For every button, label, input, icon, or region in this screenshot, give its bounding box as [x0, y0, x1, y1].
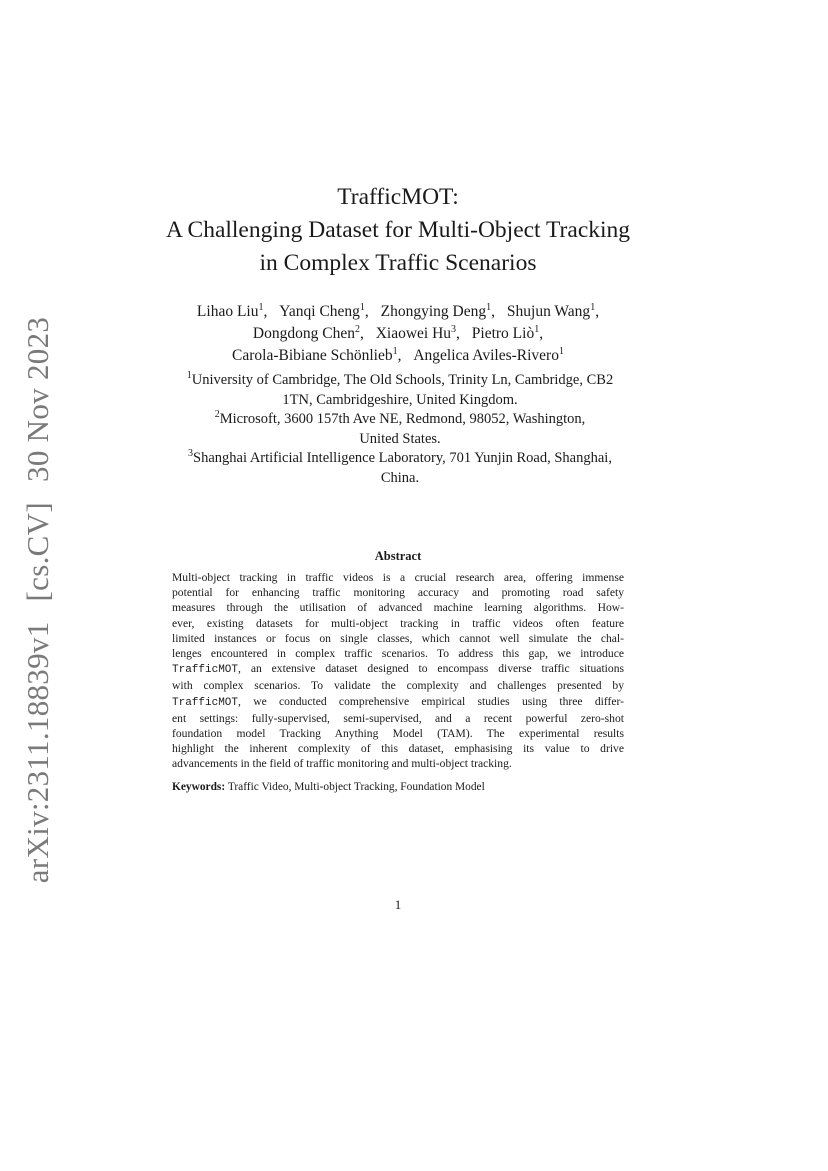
abstract-line: lenges encountered in complex traffic scenarios. To address this gap, we introduce: [172, 647, 624, 661]
affiliation-list: [130, 371, 670, 488]
title-line-2: A Challenging Dataset for Multi-Object Tracking: [165, 217, 631, 243]
paper-title: [140, 181, 656, 280]
dataset-name: TrafficMOT: [172, 696, 239, 709]
author: Dongdong Chen$^2$,: [252, 324, 364, 342]
abstract-line: Multi-object tracking in traffic videos is a crucial research area, offering immense: [172, 571, 624, 584]
abstract-line: TrafficMOT, an extensive dataset designed to encompass diverse traffic situations: [172, 662, 625, 677]
author: Carola-Bibiane Schönlieb$^1$,: [232, 346, 402, 364]
keywords-text: Traffic Video, Multi-object Tracking, Foundation Model: [227, 781, 485, 793]
affiliation-1: $^1$University of Cambridge, The Old Schools, Trinity Ln, Cambridge, CB2: [186, 370, 614, 388]
abstract-line: highlight the inherent complexity of this dataset, emphasising its value to drive: [172, 742, 624, 756]
affiliation-3-cont: China.: [380, 469, 420, 486]
title-line-3: in Complex Traffic Scenarios: [259, 250, 537, 276]
keywords: [172, 781, 624, 793]
author: Yanqi Cheng$^1$,: [279, 302, 369, 320]
keywords-label: Keywords:: [172, 781, 226, 793]
affiliation-1-cont: 1TN, Cambridgeshire, United Kingdom.: [282, 391, 518, 408]
abstract-line: with complex scenarios. To validate the complexity and challenges presented by: [172, 679, 624, 693]
affiliation-2-cont: United States.: [359, 430, 441, 447]
affiliation-2: $^2$Microsoft, 3600 157th Ave NE, Redmond, 98052, Washington,: [214, 409, 586, 427]
arxiv-id: arXiv:2311.18839v1: [20, 621, 55, 884]
abstract-line: limited instances or focus on single classes, which cannot well simulate the chal-: [172, 631, 624, 645]
arxiv-category: [cs.CV]: [20, 502, 55, 602]
title-line-1: TrafficMOT:: [337, 184, 459, 210]
abstract-line: measures through the utilisation of advanced machine learning algorithms. How-: [172, 601, 624, 615]
abstract-body: [172, 570, 624, 772]
abstract-line: TrafficMOT, we conducted comprehensive empirical studies using three differ-: [172, 694, 624, 709]
arxiv-side-stamp: [20, 311, 56, 889]
abstract-heading: Abstract: [374, 549, 422, 563]
abstract-line: ent settings: fully-supervised, semi-supervised, and a recent powerful zero-shot: [172, 711, 624, 725]
author: Angelica Aviles-Rivero$^1$: [413, 346, 564, 364]
arxiv-date: 30 Nov 2023: [20, 316, 55, 482]
author-line: [120, 323, 676, 345]
dataset-name: TrafficMOT: [172, 664, 239, 677]
author-line: [120, 301, 676, 323]
author: Xiaowei Hu$^3$,: [375, 324, 460, 342]
author-list: [120, 301, 676, 367]
author: Zhongying Deng$^1$,: [380, 302, 496, 320]
abstract-line: foundation model Tracking Anything Model (TAM). The experimental results: [172, 727, 624, 741]
abstract-line: ever, existing datasets for multi-object tracking in traffic videos often feature: [172, 616, 624, 630]
author: Shujun Wang$^1$,: [506, 302, 600, 320]
abstract-line: advancements in the field of traffic monitoring and multi-object tracking.: [172, 757, 512, 771]
affiliation-3: $^3$Shanghai Artificial Intelligence Laboratory, 701 Yunjin Road, Shanghai,: [188, 448, 612, 466]
author: Lihao Liu$^1$,: [196, 302, 268, 320]
page-number: 1: [394, 897, 402, 912]
author-line: [120, 345, 676, 367]
author: Pietro Liò$^1$,: [471, 324, 544, 342]
abstract-line: potential for enhancing traffic monitoring accuracy and promoting road safety: [172, 586, 624, 600]
